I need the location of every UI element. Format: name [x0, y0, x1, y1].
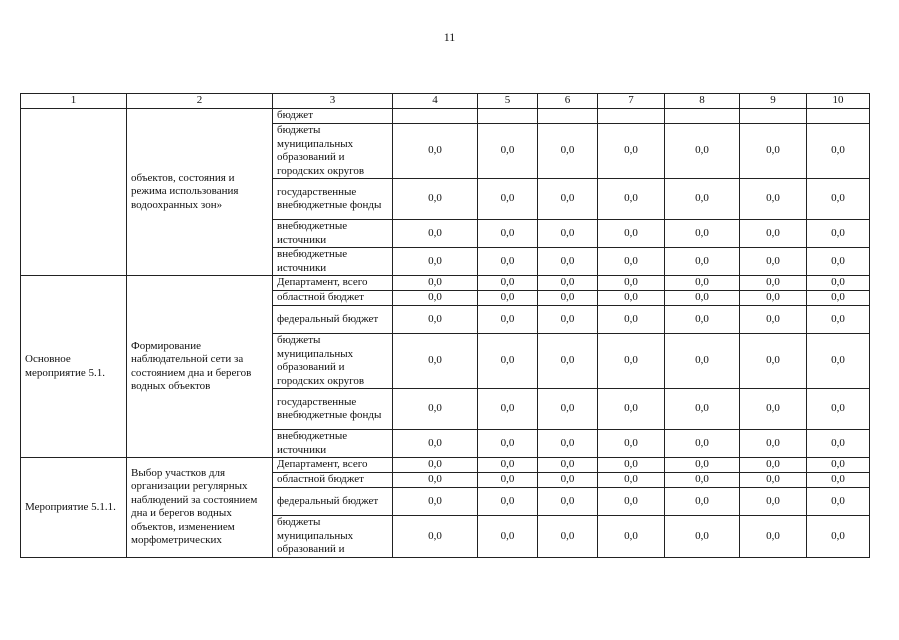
value-cell: 0,0 [665, 389, 740, 430]
value-cell: 0,0 [538, 276, 598, 291]
value-cell [393, 109, 478, 124]
value-cell: 0,0 [393, 291, 478, 306]
value-cell: 0,0 [538, 473, 598, 488]
value-cell: 0,0 [807, 291, 870, 306]
value-cell: 0,0 [665, 276, 740, 291]
value-cell: 0,0 [598, 488, 665, 516]
value-cell: 0,0 [393, 334, 478, 389]
value-cell: 0,0 [665, 291, 740, 306]
value-cell [598, 109, 665, 124]
value-cell: 0,0 [665, 473, 740, 488]
value-cell: 0,0 [538, 291, 598, 306]
value-cell: 0,0 [807, 124, 870, 179]
value-cell: 0,0 [807, 306, 870, 334]
value-cell: 0,0 [665, 458, 740, 473]
funding-source-cell: Департамент, всего [273, 458, 393, 473]
value-cell: 0,0 [598, 276, 665, 291]
funding-source-cell: Департамент, всего [273, 276, 393, 291]
value-cell: 0,0 [393, 473, 478, 488]
value-cell: 0,0 [740, 458, 807, 473]
value-cell: 0,0 [807, 334, 870, 389]
value-cell: 0,0 [740, 473, 807, 488]
value-cell: 0,0 [478, 291, 538, 306]
header-cell: 1 [21, 94, 127, 109]
value-cell: 0,0 [478, 179, 538, 220]
table-body [21, 109, 870, 558]
value-cell: 0,0 [478, 458, 538, 473]
value-cell: 0,0 [478, 488, 538, 516]
value-cell: 0,0 [538, 488, 598, 516]
value-cell: 0,0 [538, 389, 598, 430]
activity-code-cell: Мероприятие 5.1.1. [21, 458, 127, 558]
value-cell: 0,0 [478, 124, 538, 179]
header-cell: 7 [598, 94, 665, 109]
table-row [21, 276, 870, 291]
value-cell: 0,0 [807, 488, 870, 516]
value-cell: 0,0 [393, 124, 478, 179]
page-number: 11 [443, 30, 456, 44]
value-cell: 0,0 [478, 276, 538, 291]
value-cell: 0,0 [598, 516, 665, 558]
activity-name-cell: Выбор участков для организации регулярных наблюдений за состоянием дна и берегов водных объектов, изменением морфометрических [127, 458, 273, 558]
value-cell: 0,0 [665, 124, 740, 179]
value-cell: 0,0 [665, 334, 740, 389]
funding-source-cell: областной бюджет [273, 473, 393, 488]
value-cell: 0,0 [598, 179, 665, 220]
value-cell: 0,0 [740, 389, 807, 430]
value-cell: 0,0 [740, 334, 807, 389]
value-cell: 0,0 [665, 220, 740, 248]
value-cell: 0,0 [807, 516, 870, 558]
header-cell: 10 [807, 94, 870, 109]
value-cell: 0,0 [393, 488, 478, 516]
value-cell: 0,0 [665, 488, 740, 516]
header-cell: 8 [665, 94, 740, 109]
funding-source-cell: внебюджетные источники [273, 248, 393, 276]
funding-source-cell: бюджеты муниципальных образований и [273, 516, 393, 558]
value-cell: 0,0 [478, 430, 538, 458]
table-row [21, 458, 870, 473]
value-cell: 0,0 [478, 220, 538, 248]
value-cell: 0,0 [807, 458, 870, 473]
value-cell: 0,0 [598, 306, 665, 334]
value-cell: 0,0 [665, 306, 740, 334]
activity-code-cell [21, 109, 127, 276]
value-cell: 0,0 [740, 276, 807, 291]
value-cell: 0,0 [598, 458, 665, 473]
table-row [21, 109, 870, 124]
header-cell: 2 [127, 94, 273, 109]
value-cell: 0,0 [807, 473, 870, 488]
value-cell: 0,0 [740, 248, 807, 276]
value-cell: 0,0 [740, 516, 807, 558]
funding-source-cell: государственные внебюджетные фонды [273, 179, 393, 220]
header-cell: 4 [393, 94, 478, 109]
funding-source-cell: бюджет [273, 109, 393, 124]
header-cell: 5 [478, 94, 538, 109]
value-cell: 0,0 [665, 248, 740, 276]
value-cell: 0,0 [740, 430, 807, 458]
value-cell: 0,0 [393, 276, 478, 291]
value-cell: 0,0 [665, 179, 740, 220]
value-cell: 0,0 [598, 220, 665, 248]
value-cell: 0,0 [393, 248, 478, 276]
value-cell: 0,0 [393, 179, 478, 220]
value-cell: 0,0 [807, 389, 870, 430]
funding-source-cell: внебюджетные источники [273, 220, 393, 248]
funding-source-cell: государственные внебюджетные фонды [273, 389, 393, 430]
header-cell: 6 [538, 94, 598, 109]
budget-table [20, 93, 870, 558]
value-cell [538, 109, 598, 124]
value-cell: 0,0 [598, 334, 665, 389]
value-cell: 0,0 [538, 124, 598, 179]
activity-name-cell: объектов, состояния и режима использования водоохранных зон» [127, 109, 273, 276]
value-cell: 0,0 [598, 291, 665, 306]
funding-source-cell: бюджеты муниципальных образований и городских округов [273, 124, 393, 179]
value-cell [807, 109, 870, 124]
value-cell [740, 109, 807, 124]
value-cell: 0,0 [393, 458, 478, 473]
value-cell: 0,0 [665, 516, 740, 558]
value-cell: 0,0 [665, 430, 740, 458]
value-cell: 0,0 [538, 334, 598, 389]
value-cell: 0,0 [393, 430, 478, 458]
value-cell: 0,0 [478, 248, 538, 276]
value-cell: 0,0 [393, 306, 478, 334]
value-cell: 0,0 [740, 488, 807, 516]
value-cell: 0,0 [478, 516, 538, 558]
funding-source-cell: федеральный бюджет [273, 306, 393, 334]
funding-source-cell: областной бюджет [273, 291, 393, 306]
value-cell [665, 109, 740, 124]
value-cell: 0,0 [598, 248, 665, 276]
value-cell [478, 109, 538, 124]
value-cell: 0,0 [538, 220, 598, 248]
value-cell: 0,0 [740, 291, 807, 306]
value-cell: 0,0 [393, 220, 478, 248]
header-cell: 9 [740, 94, 807, 109]
value-cell: 0,0 [740, 220, 807, 248]
header-cell: 3 [273, 94, 393, 109]
value-cell: 0,0 [538, 306, 598, 334]
activity-code-cell: Основное мероприятие 5.1. [21, 276, 127, 458]
value-cell: 0,0 [807, 276, 870, 291]
value-cell: 0,0 [740, 179, 807, 220]
value-cell: 0,0 [740, 124, 807, 179]
value-cell: 0,0 [393, 516, 478, 558]
value-cell: 0,0 [478, 473, 538, 488]
value-cell: 0,0 [598, 389, 665, 430]
value-cell: 0,0 [807, 430, 870, 458]
funding-source-cell: бюджеты муниципальных образований и городских округов [273, 334, 393, 389]
funding-source-cell: федеральный бюджет [273, 488, 393, 516]
value-cell: 0,0 [538, 458, 598, 473]
value-cell: 0,0 [807, 179, 870, 220]
value-cell: 0,0 [598, 430, 665, 458]
value-cell: 0,0 [807, 248, 870, 276]
value-cell: 0,0 [393, 389, 478, 430]
funding-source-cell: внебюджетные источники [273, 430, 393, 458]
value-cell: 0,0 [807, 220, 870, 248]
value-cell: 0,0 [740, 306, 807, 334]
value-cell: 0,0 [598, 473, 665, 488]
value-cell: 0,0 [478, 389, 538, 430]
value-cell: 0,0 [538, 516, 598, 558]
header-row [21, 94, 870, 109]
value-cell: 0,0 [478, 334, 538, 389]
activity-name-cell: Формирование наблюдательной сети за состоянием дна и берегов водных объектов [127, 276, 273, 458]
value-cell: 0,0 [598, 124, 665, 179]
value-cell: 0,0 [538, 248, 598, 276]
value-cell: 0,0 [538, 430, 598, 458]
value-cell: 0,0 [478, 306, 538, 334]
value-cell: 0,0 [538, 179, 598, 220]
